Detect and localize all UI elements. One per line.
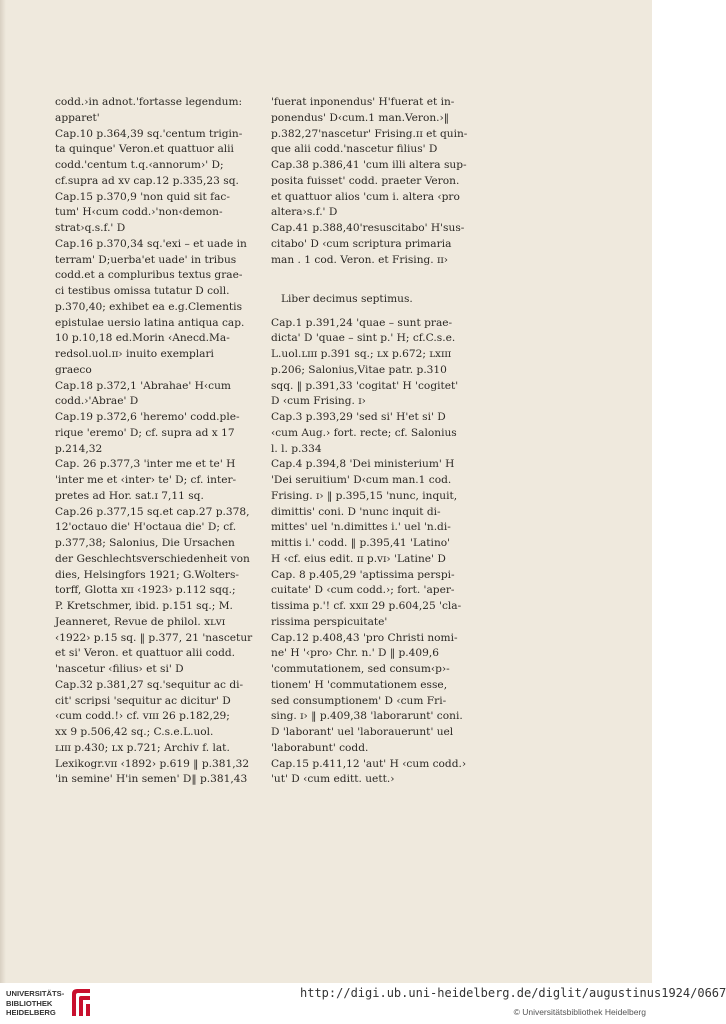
text-line: Cap.4 p.394,8 'Dei ministerium' H [271, 458, 455, 471]
text-line: Jeanneret, Revue de philol. xʟᴠɪ [55, 615, 226, 628]
text-line: ponendus' D‹cum.1 man.Veron.›‖ [271, 111, 450, 124]
text-line: Cap.19 p.372,6 'heremo' codd.ple- [55, 411, 240, 423]
logo-line: BIBLIOTHEK [6, 998, 53, 1008]
text-line: ʟɪɪɪ p.430; ʟx p.721; Archiv f. lat. [55, 741, 230, 754]
section-heading: Liber decimus septimus. [281, 293, 413, 305]
text-line: Frising. ɪ› ‖ p.395,15 'nunc, inquit, [271, 489, 458, 502]
text-line: terram' D;uerba'et uade' in tribus [55, 253, 237, 266]
text-line: altera›s.f.' D [271, 206, 338, 219]
text-line: Cap.16 p.370,34 sq.'exi – et uade in [55, 237, 247, 250]
text-line: strat›q.s.f.' D [55, 222, 126, 234]
text-line: P. Kretschmer, ibid. p.151 sq.; M. [55, 600, 233, 612]
text-line: tissima p.'! cf. xxɪɪ 29 p.604,25 'cla- [271, 600, 462, 612]
text-line: Cap.15 p.411,12 'aut' H ‹cum codd.› [271, 757, 467, 770]
text-line: sqq. ‖ p.391,33 'cogitat' H 'cogitet' [271, 379, 459, 392]
text-line: man . 1 cod. Veron. et Frising. ɪɪ› [271, 253, 449, 266]
text-line: redsol.uol.ɪɪ› inuito exemplari [55, 348, 214, 360]
text-line: dicta' D 'quae – sint p.' H; cf.C.s.e. [271, 332, 456, 345]
text-line: Cap.18 p.372,1 'Abrahae' H‹cum [55, 379, 231, 392]
text-line: Cap. 26 p.377,3 'inter me et te' H [55, 458, 236, 471]
text-line: xx 9 p.506,42 sq.; C.s.e.L.uol. [55, 726, 214, 738]
text-line: codd.›'Abrae' D [55, 395, 139, 408]
text-line: codd.›in adnot.'fortasse legendum: [55, 96, 243, 108]
logo-line: UNIVERSITÄTS- [6, 989, 65, 998]
text-line: Cap.3 p.393,29 'sed si' H'et si' D [271, 411, 446, 423]
text-line: ‹cum Aug.› fort. recte; cf. Salonius [271, 426, 457, 439]
text-line: apparet' [55, 111, 100, 124]
text-line: et quattuor alios 'cum i. altera ‹pro [271, 190, 460, 203]
text-line: cit' scripsi 'sequitur ac dicitur' D [55, 694, 231, 707]
text-line: Cap.32 p.381,27 sq.'sequitur ac di- [55, 678, 244, 691]
text-line: dies, Helsingfors 1921; G.Wolters- [55, 568, 239, 581]
text-line: rique 'eremo' D; cf. supra ad x 17 [55, 426, 235, 439]
right-column-bottom [271, 316, 467, 789]
text-line: sing. ɪ› ‖ p.409,38 'laborarunt' coni. [271, 710, 463, 723]
text-line: p.370,40; exhibet ea e.g.Clementis [55, 300, 243, 313]
text-line: ta quinque' Veron.et quattuor alii [55, 143, 234, 156]
text-line: 12'octauo die' H'octaua die' D; cf. [55, 521, 237, 534]
copyright-notice: © Universitätsbibliothek Heidelberg [513, 1007, 646, 1017]
text-line: mittes' uel 'n.dimittes i.' uel 'n.di- [271, 521, 451, 534]
text-line: 'laborabunt' codd. [271, 741, 369, 754]
text-line: Cap.15 p.370,9 'non quid sit fac- [55, 190, 230, 203]
text-line: der Geschlechtsverschiedenheit von [55, 552, 250, 565]
text-line: 'Dei seruitium' D‹cum man.1 cod. [271, 474, 452, 486]
text-line: l. l. p.334 [271, 442, 322, 455]
text-line: 'fuerat inponendus' H'fuerat et in- [271, 96, 455, 108]
logo-line: HEIDELBERG [6, 1008, 56, 1017]
text-line: pretes ad Hor. sat.ɪ 7,11 sq. [55, 489, 204, 502]
text-line: p.206; Salonius,Vitae patr. p.310 [271, 363, 447, 376]
text-line: cuitate' D ‹cum codd.›; fort. 'aper- [271, 584, 455, 597]
text-line: D ‹cum Frising. ɪ› [271, 395, 366, 408]
text-line: epistulae uersio latina antiqua cap. [55, 316, 245, 329]
text-line: Cap.12 p.408,43 'pro Christi nomi- [271, 631, 458, 644]
text-line: Cap. 8 p.405,29 'aptissima perspi- [271, 568, 455, 581]
text-line: D 'laborant' uel 'laborauerunt' uel [271, 726, 454, 738]
text-line: ‹1922› p.15 sq. ‖ p.377, 21 'nascetur [55, 631, 253, 644]
text-line: posita fuisset' codd. praeter Veron. [271, 174, 460, 187]
text-line: L.uol.ʟɪɪɪ p.391 sq.; ʟx p.672; ʟxɪɪɪ [271, 348, 452, 360]
text-line: codd.'centum t.q.‹annorum›' D; [55, 159, 224, 171]
text-line: ci testibus omissa tutatur D coll. [55, 285, 230, 297]
text-line: Lexikogr.ᴠɪɪ ‹1892› p.619 ‖ p.381,32 [55, 757, 250, 770]
text-line: citabo' D ‹cum scriptura primaria [271, 237, 452, 250]
text-line: dimittis' coni. D 'nunc inquit di- [271, 505, 441, 518]
text-line: Cap.1 p.391,24 'quae – sunt prae- [271, 316, 453, 329]
text-line: Cap.41 p.388,40'resuscitabo' H'sus- [271, 222, 465, 234]
text-line: graeco [55, 363, 92, 376]
text-line: Cap.38 p.386,41 'cum illi altera sup- [271, 159, 467, 171]
text-line: 10 p.10,18 ed.Morin ‹Anecd.Ma- [55, 332, 230, 345]
text-line: 'in semine' H'in semen' D‖ p.381,43 [55, 773, 248, 786]
text-line: cf.supra ad xv cap.12 p.335,23 sq. [55, 174, 239, 187]
text-line: tum' H‹cum codd.›'non‹demon- [55, 206, 223, 219]
text-line: que alii codd.'nascetur filius' D [271, 143, 438, 156]
text-line: rissima perspicuitate' [271, 615, 388, 628]
section-gap [271, 268, 463, 284]
text-line: 'commutationem, sed consum‹p›- [271, 663, 450, 675]
text-line: tionem' H 'commutationem esse, [271, 678, 448, 691]
text-line: codd.et a compluribus textus grae- [55, 269, 243, 282]
text-line: p.377,38; Salonius, Die Ursachen [55, 537, 235, 549]
text-line: 'inter me et ‹inter› te' D; cf. inter- [55, 474, 237, 486]
text-line: Cap.26 p.377,15 sq.et cap.27 p.378, [55, 505, 250, 518]
text-line: ‹cum codd.!› cf. ᴠɪɪɪ 26 p.182,29; [55, 710, 230, 723]
text-line: torff, Glotta xɪɪ ‹1923› p.112 sqq.; [55, 584, 236, 597]
text-line: p.214,32 [55, 442, 103, 455]
text-line: mittis i.' codd. ‖ p.395,41 'Latino' [271, 537, 451, 549]
text-line: H ‹cf. eius edit. ɪɪ p.ᴠɪ› 'Latine' D [271, 552, 446, 565]
left-column [55, 95, 253, 788]
document-url-link[interactable]: http://digi.ub.uni-heidelberg.de/diglit/augustinus1924/0667 [300, 986, 726, 1000]
text-line: sed consumptionem' D ‹cum Fri- [271, 694, 447, 707]
library-logo-icon [68, 986, 94, 1018]
page-fold-shadow [0, 0, 6, 983]
text-line: 'ut' D ‹cum editt. uett.› [271, 773, 395, 786]
text-line: ne' H '‹pro› Chr. n.' D ‖ p.409,6 [271, 647, 439, 660]
text-line: p.382,27'nascetur' Frising.ɪɪ et quin- [271, 127, 468, 140]
library-logo-text [6, 989, 66, 1018]
text-line: Cap.10 p.364,39 sq.'centum trigin- [55, 127, 243, 140]
text-line: 'nascetur ‹filius› et si' D [55, 663, 184, 675]
right-column [271, 95, 468, 788]
text-line: et si' Veron. et quattuor alii codd. [55, 647, 235, 660]
right-column-top [271, 95, 468, 268]
